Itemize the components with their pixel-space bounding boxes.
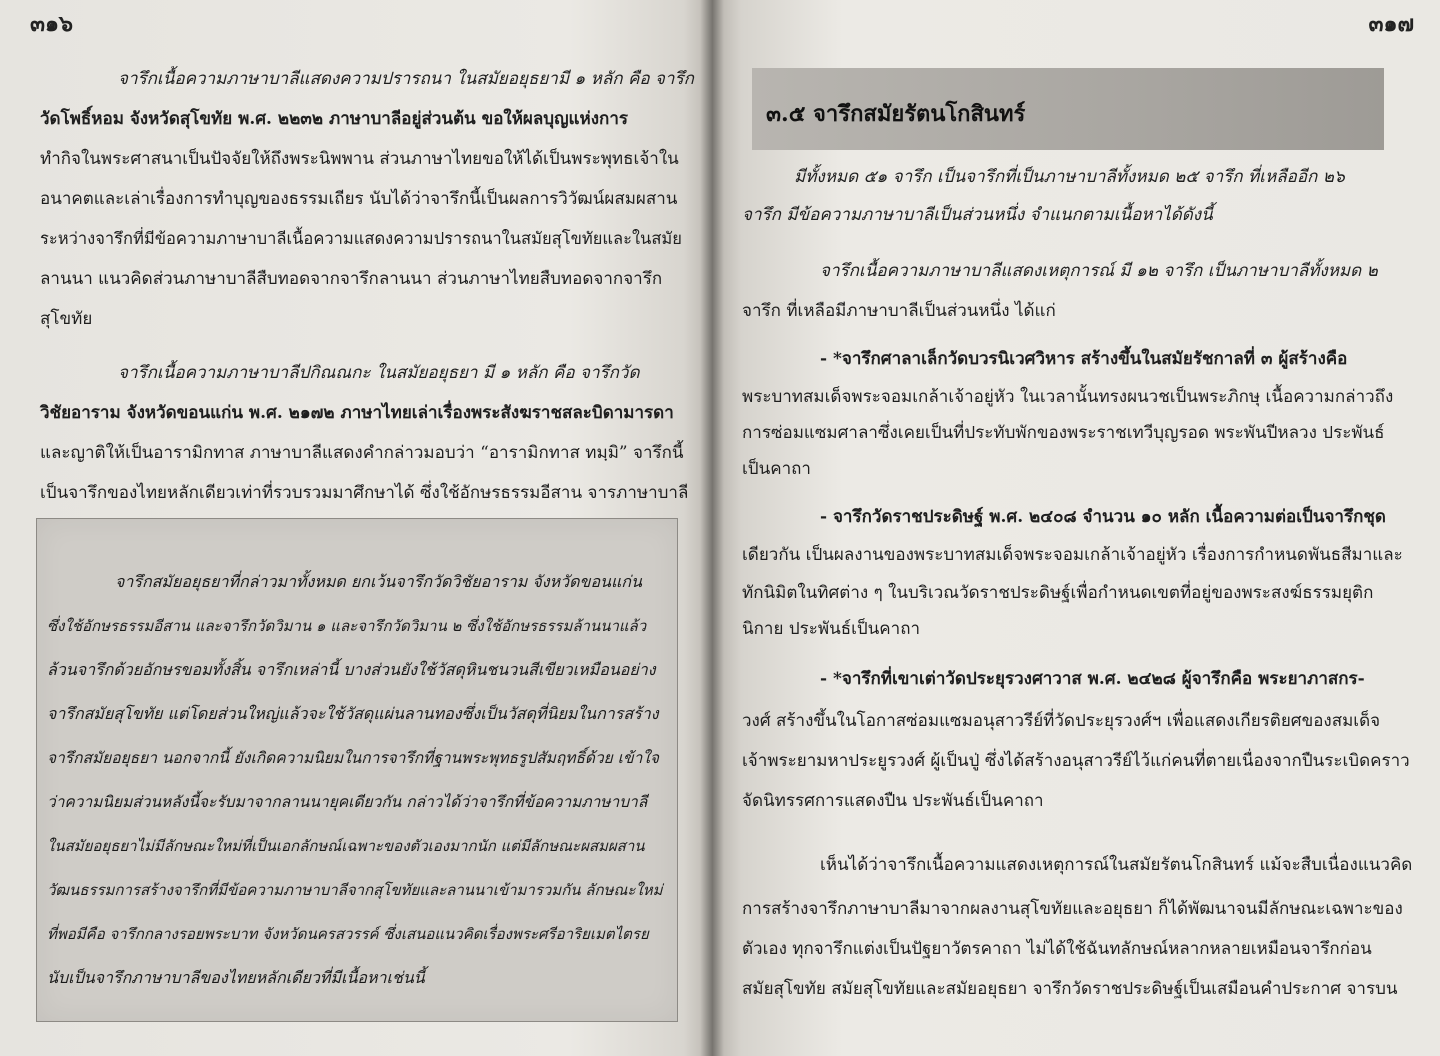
left-p1-line-6: ลานนา แนวคิดส่วนภาษาบาลีสืบทอดจากจารึกลานนา ส่วนภาษาไทยสืบทอดจากจารึก	[40, 269, 663, 289]
item1-line-1: - *จารึกศาลาเล็กวัดบวรนิเวศวิหาร สร้างขึ้นในสมัยรัชกาลที่ ๓ ผู้สร้างคือ	[820, 349, 1348, 369]
item1-line-3: การซ่อมแซมศาลาซึ่งเคยเป็นที่ประทับพักของพระราชเทวีบุญรอด พระพันปีหลวง ประพันธ์	[742, 423, 1385, 443]
left-p1-line-7: สุโขทัย	[40, 309, 93, 329]
final-line-4: สมัยสุโขทัย สมัยสุโขทัยและสมัยอยุธยา จารึกวัดราชประดิษฐ์เป็นเสมือนคำประกาศ จารบน	[742, 979, 1398, 999]
section-title: ๓.๕ จารึกสมัยรัตนโกสินทร์	[766, 101, 1026, 127]
left-page	[0, 0, 712, 1056]
right-page	[712, 0, 1440, 1056]
item3-line-4: จัดนิทรรศการแสดงปืน ประพันธ์เป็นคาถา	[742, 791, 1044, 811]
left-p1-line-2: วัดโพธิ์หอม จังหวัดสุโขทัย พ.ศ. ๒๒๓๒ ภาษาบาลีอยู่ส่วนต้น ขอให้ผลบุญแห่งการ	[40, 109, 628, 129]
left-p1-line-5: ระหว่างจารึกที่มีข้อความภาษาบาลีเนื้อความแสดงความปรารถนาในสมัยสุโขทัยและในสมัย	[40, 229, 682, 248]
box-line-8: วัฒนธรรมการสร้างจารึกที่มีข้อความภาษาบาลีจากสุโขทัยและลานนาเข้ามารวมกัน ลักษณะใหม่	[47, 881, 663, 899]
section-heading-bar	[752, 68, 1384, 150]
left-p1-line-1: จารึกเนื้อความภาษาบาลีแสดงความปรารถนา ในสมัยอยุธยามี ๑ หลัก คือ จารึก	[118, 69, 694, 89]
left-p2-line-2: วิชัยอาราม จังหวัดขอนแก่น พ.ศ. ๒๑๗๒ ภาษาไทยเล่าเรื่องพระสังฆราชสละบิดามารดา	[40, 403, 674, 423]
left-p1-line-4: อนาคตและเล่าเรื่องการทำบุญของธรรมเถียร นับได้ว่าจารึกนี้เป็นผลการวิวัฒน์ผสมผสาน	[40, 189, 678, 209]
box-line-7: ในสมัยอยุธยาไม่มีลักษณะใหม่ที่เป็นเอกลักษณ์เฉพาะของตัวเองมากนัก แต่มีลักษณะผสมผสาน	[47, 837, 645, 855]
left-p2-line-3: และญาติให้เป็นอารามิกทาส ภาษาบาลีแสดงคำกล่าวมอบว่า “อารามิกทาส ทมฺมิ” จารึกนี้	[40, 443, 684, 463]
final-line-1: เห็นได้ว่าจารึกเนื้อความแสดงเหตุการณ์ในสมัยรัตนโกสินทร์ แม้จะสืบเนื่องแนวคิด	[820, 855, 1413, 875]
right-event-line-2: จารึก ที่เหลือมีภาษาบาลีเป็นส่วนหนึ่ง ได้แก่	[742, 301, 1056, 321]
final-line-3: ตัวเอง ทุกจารึกแต่งเป็นปัฐยาวัตรคาถา ไม่ได้ใช้ฉันทลักษณ์หลากหลายเหมือนจารึกก่อน	[742, 939, 1372, 959]
box-line-4: จารึกสมัยสุโขทัย แต่โดยส่วนใหญ่แล้วจะใช้วัสดุแผ่นลานทองซึ่งเป็นวัสดุที่นิยมในการสร้าง	[47, 704, 659, 723]
left-p1-line-3: ทำกิจในพระศาสนาเป็นปัจจัยให้ถึงพระนิพพาน ส่วนภาษาไทยขอให้ได้เป็นพระพุทธเจ้าใน	[40, 149, 679, 169]
box-line-9: ที่พอมีคือ จารึกกลางรอยพระบาท จังหวัดนครสวรรค์ ซึ่งเสนอแนวคิดเรื่องพระศรีอาริยเมตไตรย	[47, 925, 649, 943]
item2-line-3: ทักนิมิตในทิศต่าง ๆ ในบริเวณวัดราชประดิษฐ์เพื่อกำหนดเขตที่อยู่ของพระสงฆ์ธรรมยุติก	[742, 583, 1374, 603]
box-line-1: จารึกสมัยอยุธยาที่กล่าวมาทั้งหมด ยกเว้นจารึกวัดวิชัยอาราม จังหวัดขอนแก่น	[115, 572, 642, 591]
right-event-line-1: จารึกเนื้อความภาษาบาลีแสดงเหตุการณ์ มี ๑๒ จารึก เป็นภาษาบาลีทั้งหมด ๒	[820, 261, 1378, 281]
right-intro-line-1: มีทั้งหมด ๕๑ จารึก เป็นจารึกที่เป็นภาษาบาลีทั้งหมด ๒๕ จารึก ที่เหลืออีก ๒๖	[794, 167, 1345, 187]
final-line-2: การสร้างจารึกภาษาบาลีมาจากผลงานสุโขทัยและอยุธยา ก็ได้พัฒนาจนมีลักษณะเฉพาะของ	[742, 899, 1403, 919]
box-line-6: ว่าความนิยมส่วนหลังนี้จะรับมาจากลานนายุคเดียวกัน กล่าวได้ว่าจารึกที่ข้อความภาษาบาลี	[47, 793, 648, 811]
box-line-5: จารึกสมัยอยุธยา นอกจากนี้ ยังเกิดความนิยมในการจารึกที่ฐานพระพุทธรูปสัมฤทธิ์ด้วย เข้าใจ	[47, 749, 659, 767]
box-line-3: ล้วนจารึกด้วยอักษรขอมทั้งสิ้น จารึกเหล่านี้ บางส่วนยังใช้วัสดุหินชนวนสีเขียวเหมือนอย่าง	[47, 660, 656, 679]
box-line-2: ซึ่งใช้อักษรธรรมอีสาน และจารึกวัดวิมาน ๑ และจารึกวัดวิมาน ๒ ซึ่งใช้อักษรธรรมล้านนาแล้ว	[47, 617, 647, 635]
item3-line-1: - *จารึกที่เขาเต่าวัดประยุรวงศาวาส พ.ศ. ๒๔๒๘ ผู้จารึกคือ พระยาภาสกร-	[820, 669, 1365, 689]
left-page-number: ๓๑๖	[30, 11, 73, 37]
item3-line-3: เจ้าพระยามหาประยูรวงศ์ ผู้เป็นปู่ ซึ่งได้สร้างอนุสาวรีย์ไว้แก่คนที่ตายเนื่องจากปืนระเบิดคราว	[742, 751, 1410, 771]
item3-line-2: วงศ์ สร้างขึ้นในโอกาสซ่อมแซมอนุสาวรีย์ที่วัดประยุรวงศ์ฯ เพื่อแสดงเกียรติยศของสมเด็จ	[742, 711, 1381, 731]
box-line-10: นับเป็นจารึกภาษาบาลีของไทยหลักเดียวที่มีเนื้อหาเช่นนี้	[47, 968, 425, 987]
right-page-number: ๓๑๗	[1368, 11, 1414, 37]
item2-line-1: - จารึกวัดราชประดิษฐ์ พ.ศ. ๒๔๐๘ จำนวน ๑๐ หลัก เนื้อความต่อเป็นจารึกชุด	[820, 507, 1386, 527]
left-p2-line-4: เป็นจารึกของไทยหลักเดียวเท่าที่รวบรวมมาศึกษาได้ ซึ่งใช้อักษรธรรมอีสาน จารภาษาบาลี	[40, 483, 689, 503]
right-intro-line-2: จารึก มีข้อความภาษาบาลีเป็นส่วนหนึ่ง จำแนกตามเนื้อหาได้ดังนี้	[742, 205, 1213, 225]
item2-line-4: นิกาย ประพันธ์เป็นคาถา	[742, 619, 921, 639]
left-p2-line-1: จารึกเนื้อความภาษาบาลีปกิณณกะ ในสมัยอยุธยา มี ๑ หลัก คือ จารึกวัด	[118, 363, 640, 383]
item2-line-2: เดียวกัน เป็นผลงานของพระบาทสมเด็จพระจอมเกล้าเจ้าอยู่หัว เรื่องการกำหนดพันธสีมาและ	[742, 545, 1403, 565]
summary-box	[36, 518, 678, 1022]
item1-line-2: พระบาทสมเด็จพระจอมเกล้าเจ้าอยู่หัว ในเวลานั้นทรงผนวชเป็นพระภิกษุ เนื้อความกล่าวถึง	[742, 387, 1394, 407]
item1-line-4: เป็นคาถา	[742, 459, 811, 479]
